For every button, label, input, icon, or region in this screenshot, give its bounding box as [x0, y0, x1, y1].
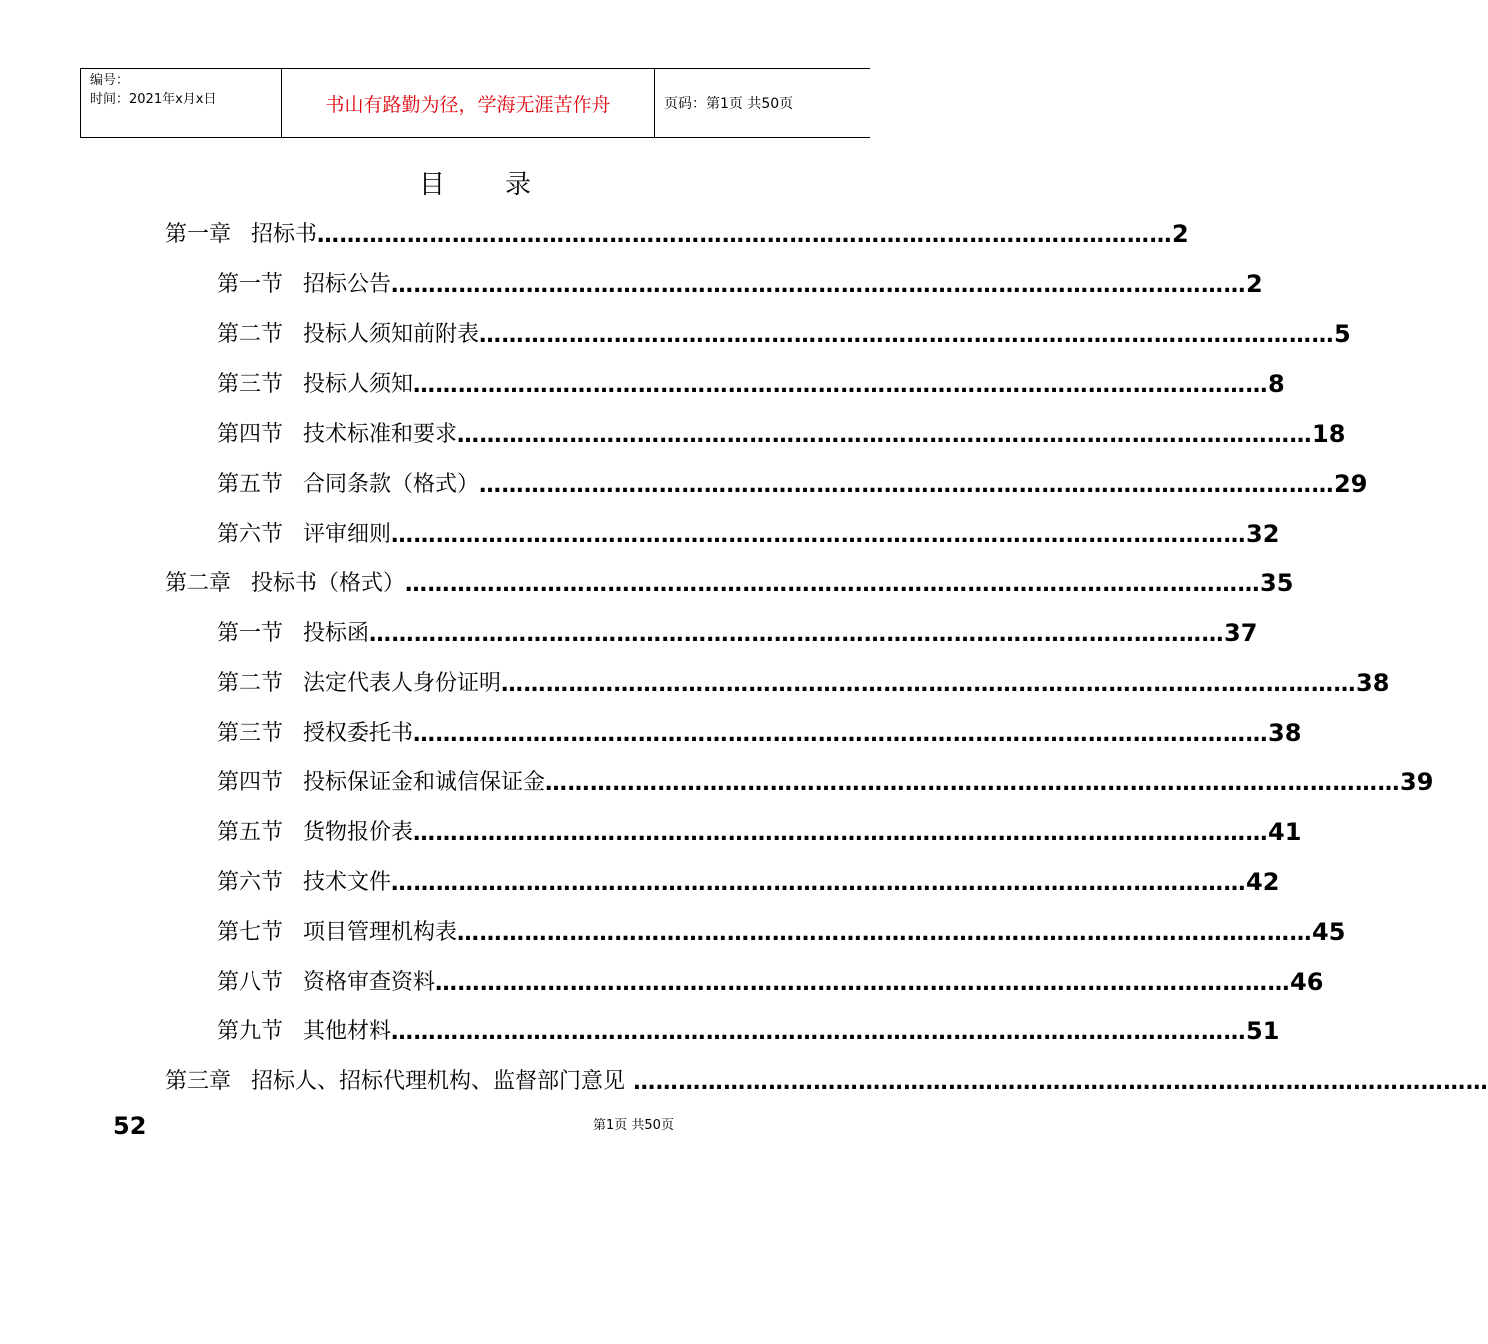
toc-entry-number: 第六节: [217, 522, 284, 547]
toc-entry-page: 41: [1268, 818, 1302, 846]
toc-entry[interactable]: [217, 964, 1324, 996]
toc-entry[interactable]: [217, 466, 1368, 498]
toc-entry-title: 授权委托书: [303, 721, 414, 746]
toc-entry-number: 第二节: [217, 322, 284, 347]
toc-entry[interactable]: [217, 764, 1434, 796]
toc-entry-page: 5: [1334, 320, 1351, 348]
toc-entry-page: 18: [1312, 420, 1346, 448]
toc-entry[interactable]: [217, 1013, 1280, 1045]
toc-entry-page: 35: [1260, 569, 1294, 597]
toc-entry-title: 招标公告: [303, 272, 392, 297]
toc-entry-title: 招标书: [251, 222, 318, 247]
dot-leader: ……………………………………………………………………………………………………: [391, 273, 1247, 298]
toc-entry-page: 38: [1356, 669, 1390, 697]
toc-entry[interactable]: [217, 715, 1302, 747]
toc-entry-number: 第九节: [217, 1019, 284, 1044]
dot-leader: ……………………………………………………………………………………………………: [457, 921, 1313, 946]
header-meta: [80, 69, 282, 137]
toc-entry[interactable]: [217, 864, 1280, 896]
toc-entry-title: 投标保证金和诚信保证金: [303, 770, 546, 795]
page-footer: 第1页 共50页: [593, 1118, 674, 1133]
toc-entry[interactable]: [217, 416, 1346, 448]
toc-entry-title: 法定代表人身份证明: [303, 671, 502, 696]
dot-leader: ……………………………………………………………………………………………………: [391, 1020, 1247, 1045]
toc-entry-number: 第四节: [217, 770, 284, 795]
toc-entry-page: 38: [1268, 719, 1302, 747]
dot-leader: ……………………………………………………………………………………………………: [405, 572, 1261, 597]
toc-entry-number: 第一节: [217, 621, 284, 646]
toc-entry-number: 第七节: [217, 920, 284, 945]
toc-entry[interactable]: [217, 615, 1258, 647]
toc-entry-number: 第六节: [217, 870, 284, 895]
dot-leader: ……………………………………………………………………………………………………: [317, 223, 1173, 248]
toc-entry-number: 第三节: [217, 721, 284, 746]
header-page-info: 页码：第1页 共50页: [664, 96, 794, 112]
toc-entry[interactable]: [165, 216, 1189, 248]
dot-leader: ……………………………………………………………………………………………………: [413, 373, 1269, 398]
toc-entry-page: 46: [1290, 968, 1324, 996]
toc-entry-number: 第三节: [217, 372, 284, 397]
toc-entry[interactable]: [217, 516, 1280, 548]
toc-entry-number: 第五节: [217, 820, 284, 845]
dot-leader: ……………………………………………………………………………………………………: [479, 323, 1335, 348]
toc-entry-page: 29: [1334, 470, 1368, 498]
toc-entry-page: 32: [1246, 520, 1280, 548]
toc-entry-title: 投标人须知: [303, 372, 414, 397]
toc-entry-number: 第五节: [217, 472, 284, 497]
toc-entry-page: 45: [1312, 918, 1346, 946]
toc-entry-page: 37: [1224, 619, 1258, 647]
dot-leader: ……………………………………………………………………………………………………: [413, 821, 1269, 846]
dot-leader: ……………………………………………………………………………………………………: [435, 971, 1291, 996]
dot-leader: ……………………………………………………………………………………………………: [391, 523, 1247, 548]
dot-leader: ……………………………………………………………………………………………………: [479, 473, 1335, 498]
toc-entry-title: 项目管理机构表: [303, 920, 458, 945]
dot-leader: ……………………………………………………………………………………………………: [391, 871, 1247, 896]
toc-entry-title: 投标书（格式）: [251, 571, 406, 596]
toc-entry[interactable]: [217, 914, 1346, 946]
toc-entry-title: 招标人、招标代理机构、监督部门意见: [251, 1069, 626, 1094]
toc-entry-number: 第二章: [165, 571, 232, 596]
dot-leader: ……………………………………………………………………………………………………: [545, 771, 1401, 796]
toc-entry-page: 52: [113, 1112, 147, 1140]
date-label: 时间：2021年x月x日: [90, 92, 217, 107]
dot-leader: ……………………………………………………………………………………………………: [625, 1070, 1488, 1095]
toc-entry-page: 8: [1268, 370, 1285, 398]
toc-entry[interactable]: [165, 565, 1294, 597]
toc-entry-page: 42: [1246, 868, 1280, 896]
toc-entry-title: 技术标准和要求: [303, 422, 458, 447]
toc-entry[interactable]: [165, 1063, 1488, 1095]
dot-leader: ……………………………………………………………………………………………………: [369, 622, 1225, 647]
toc-entry-title: 货物报价表: [303, 820, 414, 845]
toc-title: 目录: [418, 170, 591, 200]
toc-entry[interactable]: [217, 366, 1285, 398]
dot-leader: ……………………………………………………………………………………………………: [501, 672, 1357, 697]
toc-entry-title: 投标人须知前附表: [303, 322, 480, 347]
dot-leader: ……………………………………………………………………………………………………: [457, 423, 1313, 448]
toc-entry-number: 第三章: [165, 1069, 232, 1094]
toc-entry-title: 评审细则: [303, 522, 392, 547]
toc-entry-title: 合同条款（格式）: [303, 472, 480, 497]
toc-entry-title: 其他材料: [303, 1019, 392, 1044]
toc-entry-page: 2: [1172, 220, 1189, 248]
dot-leader: ……………………………………………………………………………………………………: [413, 722, 1269, 747]
toc-entry-page: 51: [1246, 1017, 1280, 1045]
toc-entry-number: 第一节: [217, 272, 284, 297]
toc-entry[interactable]: [217, 814, 1302, 846]
toc-entry-number: 第一章: [165, 222, 232, 247]
toc-entry-number: 第八节: [217, 970, 284, 995]
toc-entry[interactable]: [217, 665, 1390, 697]
toc-entry-title: 技术文件: [303, 870, 392, 895]
toc-entry-page: 39: [1400, 768, 1434, 796]
toc-entry-title: 资格审查资料: [303, 970, 436, 995]
serial-number-label: 编号：: [90, 73, 130, 88]
toc-entry-number: 第四节: [217, 422, 284, 447]
toc-entry-page: 2: [1246, 270, 1263, 298]
header-motto: 书山有路勤为径，学海无涯苦作舟: [282, 69, 655, 137]
toc-entry-number: 第二节: [217, 671, 284, 696]
toc-entry[interactable]: [217, 266, 1263, 298]
toc-entry[interactable]: [217, 316, 1351, 348]
document-header: [80, 68, 870, 138]
toc-entry-title: 投标函: [303, 621, 370, 646]
